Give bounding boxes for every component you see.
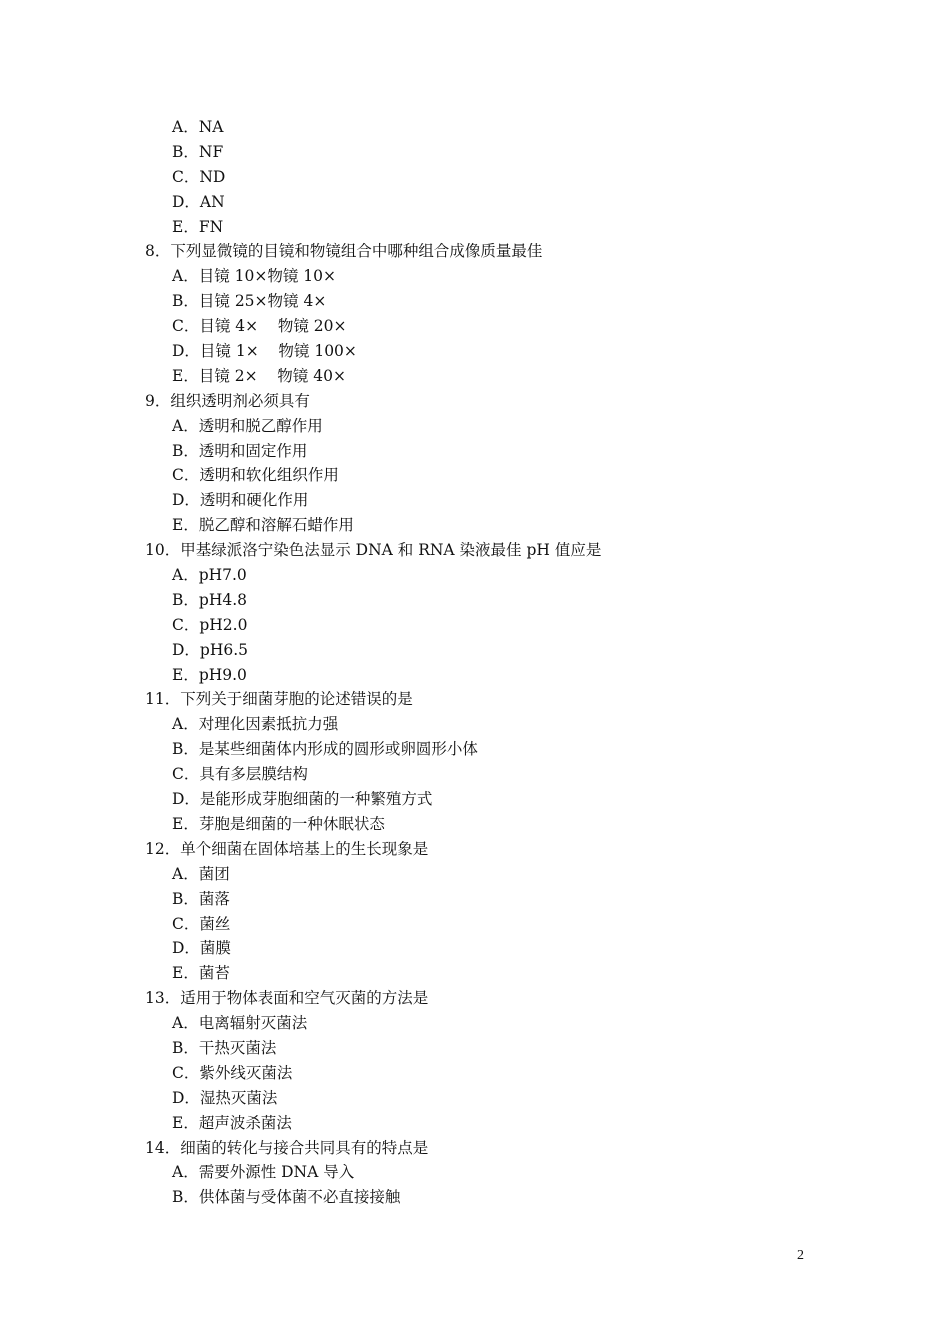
answer-option: A．对理化因素抵抗力强: [172, 715, 339, 734]
answer-option: D．AN: [172, 192, 225, 211]
answer-option: E．脱乙醇和溶解石蜡作用: [172, 516, 354, 535]
answer-option: C．具有多层膜结构: [172, 765, 308, 784]
question-stem: 12．单个细菌在固体培基上的生长现象是: [145, 839, 429, 858]
question-stem: 10．甲基绿派洛宁染色法显示 DNA 和 RNA 染液最佳 pH 值应是: [145, 541, 602, 560]
answer-option: D．pH6.5: [172, 640, 249, 659]
answer-option: D．透明和硬化作用: [172, 491, 309, 510]
answer-option: E．菌苔: [172, 964, 230, 983]
page-number: 2: [797, 1248, 804, 1263]
question-stem: 9．组织透明剂必须具有: [145, 391, 310, 410]
answer-option: B．供体菌与受体菌不必直接接触: [172, 1188, 401, 1207]
answer-option: B．菌落: [172, 889, 230, 908]
answer-option: B．是某些细菌体内形成的圆形或卵圆形小体: [172, 740, 478, 759]
answer-option: E．目镜 2× 物镜 40×: [172, 366, 346, 385]
question-stem: 11．下列关于细菌芽胞的论述错误的是: [145, 690, 413, 709]
answer-option: E．pH9.0: [172, 665, 247, 684]
question-stem: 13．适用于物体表面和空气灭菌的方法是: [145, 989, 429, 1008]
answer-option: B．透明和固定作用: [172, 441, 308, 460]
answer-option: C．菌丝: [172, 914, 231, 933]
answer-option: A．电离辐射灭菌法: [172, 1014, 308, 1033]
question-stem: 8．下列显微镜的目镜和物镜组合中哪种组合成像质量最佳: [145, 242, 543, 261]
answer-option: A．NA: [172, 118, 224, 136]
answer-option: B．干热灭菌法: [172, 1038, 277, 1057]
answer-option: E．超声波杀菌法: [172, 1113, 292, 1132]
answer-option: E．FN: [172, 217, 224, 236]
answer-option: C．ND: [172, 167, 226, 186]
answer-option: C．pH2.0: [172, 615, 248, 634]
question-list: [145, 115, 845, 1210]
answer-option: B．NF: [172, 142, 224, 161]
answer-option: C．透明和软化组织作用: [172, 466, 339, 485]
answer-option: D．目镜 1× 物镜 100×: [172, 342, 357, 361]
answer-option: A．需要外源性 DNA 导入: [172, 1163, 355, 1182]
answer-option: A．透明和脱乙醇作用: [172, 416, 323, 435]
answer-option: C．目镜 4× 物镜 20×: [172, 317, 347, 336]
answer-option: D．是能形成芽胞细菌的一种繁殖方式: [172, 790, 433, 809]
answer-option: A．菌团: [172, 864, 230, 883]
answer-option: D．湿热灭菌法: [172, 1088, 278, 1107]
question-stem: 14．细菌的转化与接合共同具有的特点是: [145, 1138, 429, 1157]
answer-option: A．目镜 10×物镜 10×: [172, 267, 336, 286]
answer-option: B．目镜 25×物镜 4×: [172, 292, 327, 311]
answer-option: E．芽胞是细菌的一种休眠状态: [172, 814, 385, 833]
answer-option: B．pH4.8: [172, 590, 247, 609]
answer-option: D．菌膜: [172, 939, 231, 958]
answer-option: C．紫外线灭菌法: [172, 1063, 293, 1082]
answer-option: A．pH7.0: [172, 566, 247, 585]
